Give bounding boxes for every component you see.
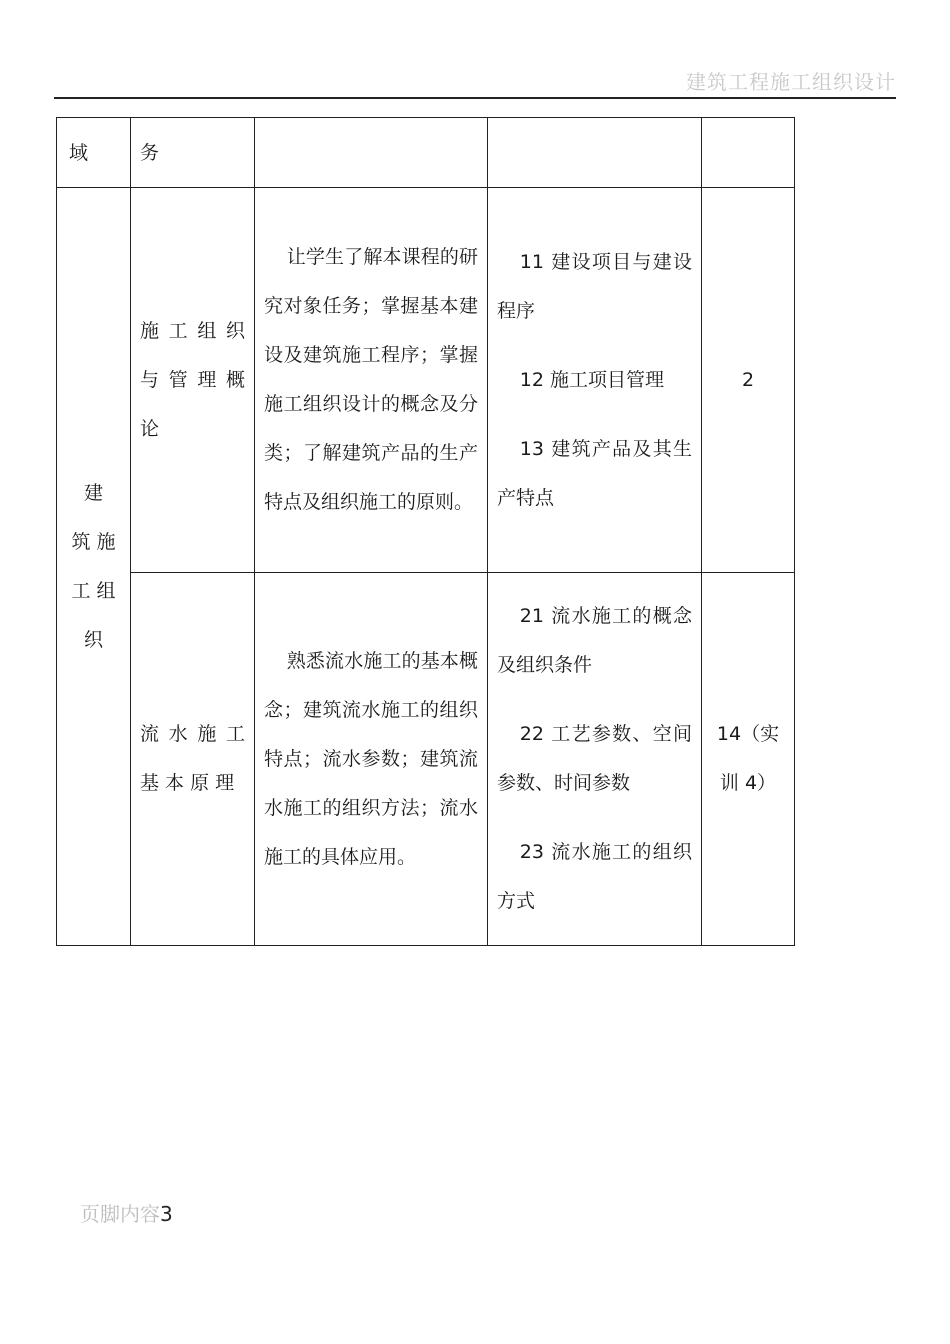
domain-line: 工 组 [71,579,116,602]
cell-objective: 让学生了解本课程的研究对象任务；掌握基本建设及建筑施工程序；掌握施工组织设计的概念及分类；了解建筑产品的生产特点及组织施工的原则。 [255,188,488,573]
content-item: 13 建筑产品及其生产特点 [497,437,692,509]
content-item: 23 流水施工的组织方式 [497,841,692,912]
content-item: 12 施工项目管理 [519,368,665,391]
cell-task: 施 工 组 织 与 管 理 概论 [131,188,255,573]
content-item: 21 流水施工的概念及组织条件 [497,605,692,676]
table-row [57,573,795,946]
cell-content [488,573,702,946]
cell-domain-tail: 域 [57,118,131,188]
cell-task: 流 水 施 工 基 本 原 理 [131,573,255,946]
cell-objective: 熟悉流水施工的基本概念；建筑流水施工的组织特点；流水参数；建筑流水施工的组织方法；流水施工的具体应用。 [255,573,488,946]
table-row [57,188,795,573]
cell-task-tail: 务 [131,118,255,188]
cell-domain [57,188,131,946]
cell-hours-empty [702,118,795,188]
table-row-continued-header [57,118,795,188]
cell-objective-empty [255,118,488,188]
cell-hours: 2 [702,188,795,573]
page-number: 3 [160,1202,173,1226]
domain-line: 筑 施 [71,530,116,553]
cell-hours: 14（实训 4） [702,573,795,946]
course-table [56,117,795,946]
content-item: 22 工艺参数、空间参数、时间参数 [497,723,692,794]
footer-label: 页脚内容 [80,1202,160,1226]
cell-content [488,188,702,573]
header-title: 建筑工程施工组织设计 [686,70,896,94]
domain-line: 织 [83,628,103,651]
footer [80,1198,173,1227]
cell-content-empty [488,118,702,188]
domain-line: 建 [83,481,103,504]
content-item: 11 建设项目与建设程序 [497,250,692,322]
header-rule [54,97,896,99]
